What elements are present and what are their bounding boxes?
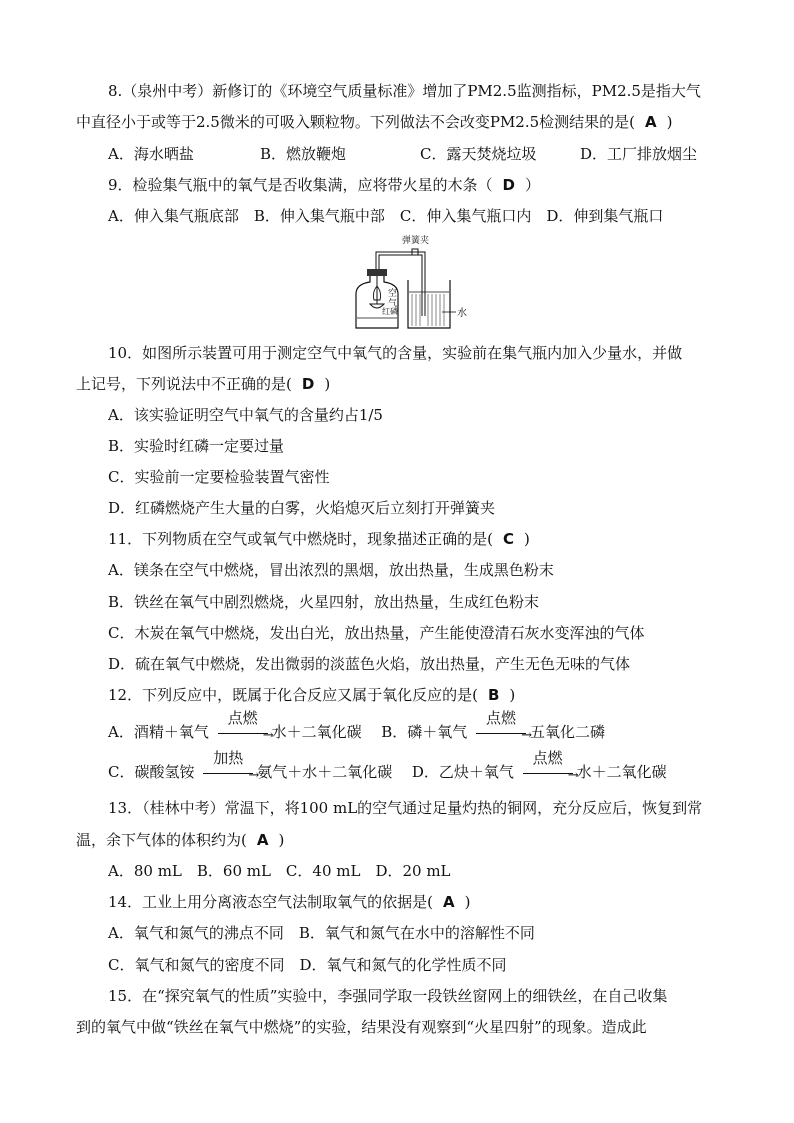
q13-close: ) [278,831,285,849]
q12-option-c-condition: 加热 [213,749,244,767]
q9-close: ） [525,176,541,194]
q12-option-a-condition: 点燃 [227,709,258,727]
q14-stem-text: 14．工业上用分离液态空气法制取氧气的依据是( [108,893,433,911]
q12-option-b-left: B．磷＋氧气 [381,723,468,741]
q13-stem-text: 温，余下气体的体积约为( [76,831,247,849]
q8-option-c: C．露天焚烧垃圾 [420,145,537,163]
q12-stem [108,684,515,706]
q14-close: ) [464,893,471,911]
q12-option-b-condition: 点燃 [486,709,517,727]
q12-option-a-left: A．酒精＋氧气 [108,723,209,741]
q10-option-c: C．实验前一定要检验装置气密性 [108,468,330,486]
q9-stem [108,174,540,196]
q11-answer: C [502,530,514,548]
q13-stem-line2 [76,829,284,851]
q13-stem-line1: 13．（桂林中考）常温下，将100 mL的空气通过足量灼热的铜网，充分反应后，恢复到常 [108,799,703,817]
q12-option-c-left: C．碳酸氢铵 [108,763,195,781]
q9-options: A．伸入集气瓶底部 B．伸入集气瓶中部 C．伸入集气瓶口内 D．伸到集气瓶口 [108,207,664,225]
q8-option-a: A．海水晒盐 [108,145,194,163]
apparatus-figure [352,232,478,330]
q12-option-c-right: 氨气＋水＋二氧化碳 [257,763,393,781]
q10-option-b: B．实验时红磷一定要过量 [108,437,285,455]
q8-stem-line1: 8.（泉州中考）新修订的《环境空气质量标准》增加了PM2.5监测指标，PM2.5是指大气 [108,82,701,100]
q9-answer: D [502,176,515,194]
q12-option-c-arrow: 加热 → [199,761,257,783]
q8-option-d: D．工厂排放烟尘 [580,145,698,163]
q10-stem-line1: 10．如图所示装置可用于测定空气中氧气的含量，实验前在集气瓶内加入少量水，并做 [108,344,683,362]
stopper-icon [367,269,387,276]
q8-answer: A [645,113,657,131]
water-hatching [412,294,444,326]
q11-option-b: B．铁丝在氧气中剧烈燃烧，火星四射，放出热量，生成红色粉末 [108,593,540,611]
q12-option-d-condition: 点燃 [532,749,563,767]
q12-stem-text: 12．下列反应中，既属于化合反应又属于氧化反应的是( [108,686,478,704]
q12-option-d-left: D．乙炔＋氧气 [411,763,514,781]
figure-label-phosphorus: 红磷 [382,307,398,316]
q14-stem [108,891,470,913]
q12-option-d-right: 水＋二氧化碳 [576,763,667,781]
q8-close: ) [666,113,673,131]
q8-stem-line2 [76,111,673,133]
figure-label-air2: 气 [388,299,398,309]
q12-option-b-right: 五氧化二磷 [530,723,606,741]
q12-option-a-arrow: 点燃 → [214,721,272,743]
q14-answer: A [442,893,455,911]
q11-stem [108,528,530,550]
q15-stem-line2: 到的氧气中做“铁丝在氧气中燃烧”的实验，结果没有观察到“火星四射”的现象。造成此 [76,1018,647,1036]
q10-stem-text: 上记号，下列说法中不正确的是( [76,375,292,393]
q13-options: A．80 mL B．60 mL C．40 mL D．20 mL [108,862,451,880]
q10-answer: D [301,375,315,393]
q12-close: ) [509,686,516,704]
q11-close: ) [523,530,530,548]
q10-close: ) [324,375,331,393]
q8-option-b: B．燃放鞭炮 [260,145,347,163]
q11-stem-text: 11．下列物质在空气或氧气中燃烧时，现象描述正确的是( [108,530,493,548]
q8-options [108,143,697,165]
q10-option-d: D．红磷燃烧产生大量的白雾，火焰熄灭后立刻打开弹簧夹 [108,499,496,517]
q8-stem-text: 中直径小于或等于2.5微米的可吸入颗粒物。下列做法不会改变PM2.5检测结果的是( [76,113,636,131]
q15-stem-line1: 15．在“探究氧气的性质”实验中，李强同学取一段铁丝窗网上的细铁丝，在自己收集 [108,987,668,1005]
q12-options-ab [108,709,606,743]
q12-option-b-arrow: 点燃 → [472,721,530,743]
q11-option-d: D．硫在氧气中燃烧，发出微弱的淡蓝色火焰，放出热量，产生无色无味的气体 [108,655,631,673]
q10-stem-line2 [76,373,330,395]
figure-label-water: 水 [457,308,467,319]
q11-option-c: C．木炭在氧气中燃烧，发出白光，放出热量，产生能使澄清石灰水变浑浊的气体 [108,624,645,642]
q14-options-ab: A．氧气和氮气的沸点不同 B．氧气和氮气在水中的溶解性不同 [108,924,535,942]
q12-option-d-arrow: 点燃 → [519,761,577,783]
q11-option-a: A．镁条在空气中燃烧，冒出浓烈的黑烟，放出热量，生成黑色粉末 [108,561,554,579]
q12-option-a-right: 水＋二氧化碳 [271,723,362,741]
q9-stem-text: 9．检验集气瓶中的氧气是否收集满，应将带火星的木条（ [108,176,493,194]
figure-label-air1: 空 [388,289,398,299]
q14-options-cd: C．氧气和氮气的密度不同 D．氧气和氮气的化学性质不同 [108,956,507,974]
q10-option-a: A．该实验证明空气中氧气的含量约占1/5 [108,406,383,424]
q12-options-cd [108,749,667,783]
q12-answer: B [487,686,500,704]
q13-answer: A [256,831,269,849]
figure-label-clip: 弹簧夹 [402,236,430,246]
beaker-icon [408,280,450,328]
